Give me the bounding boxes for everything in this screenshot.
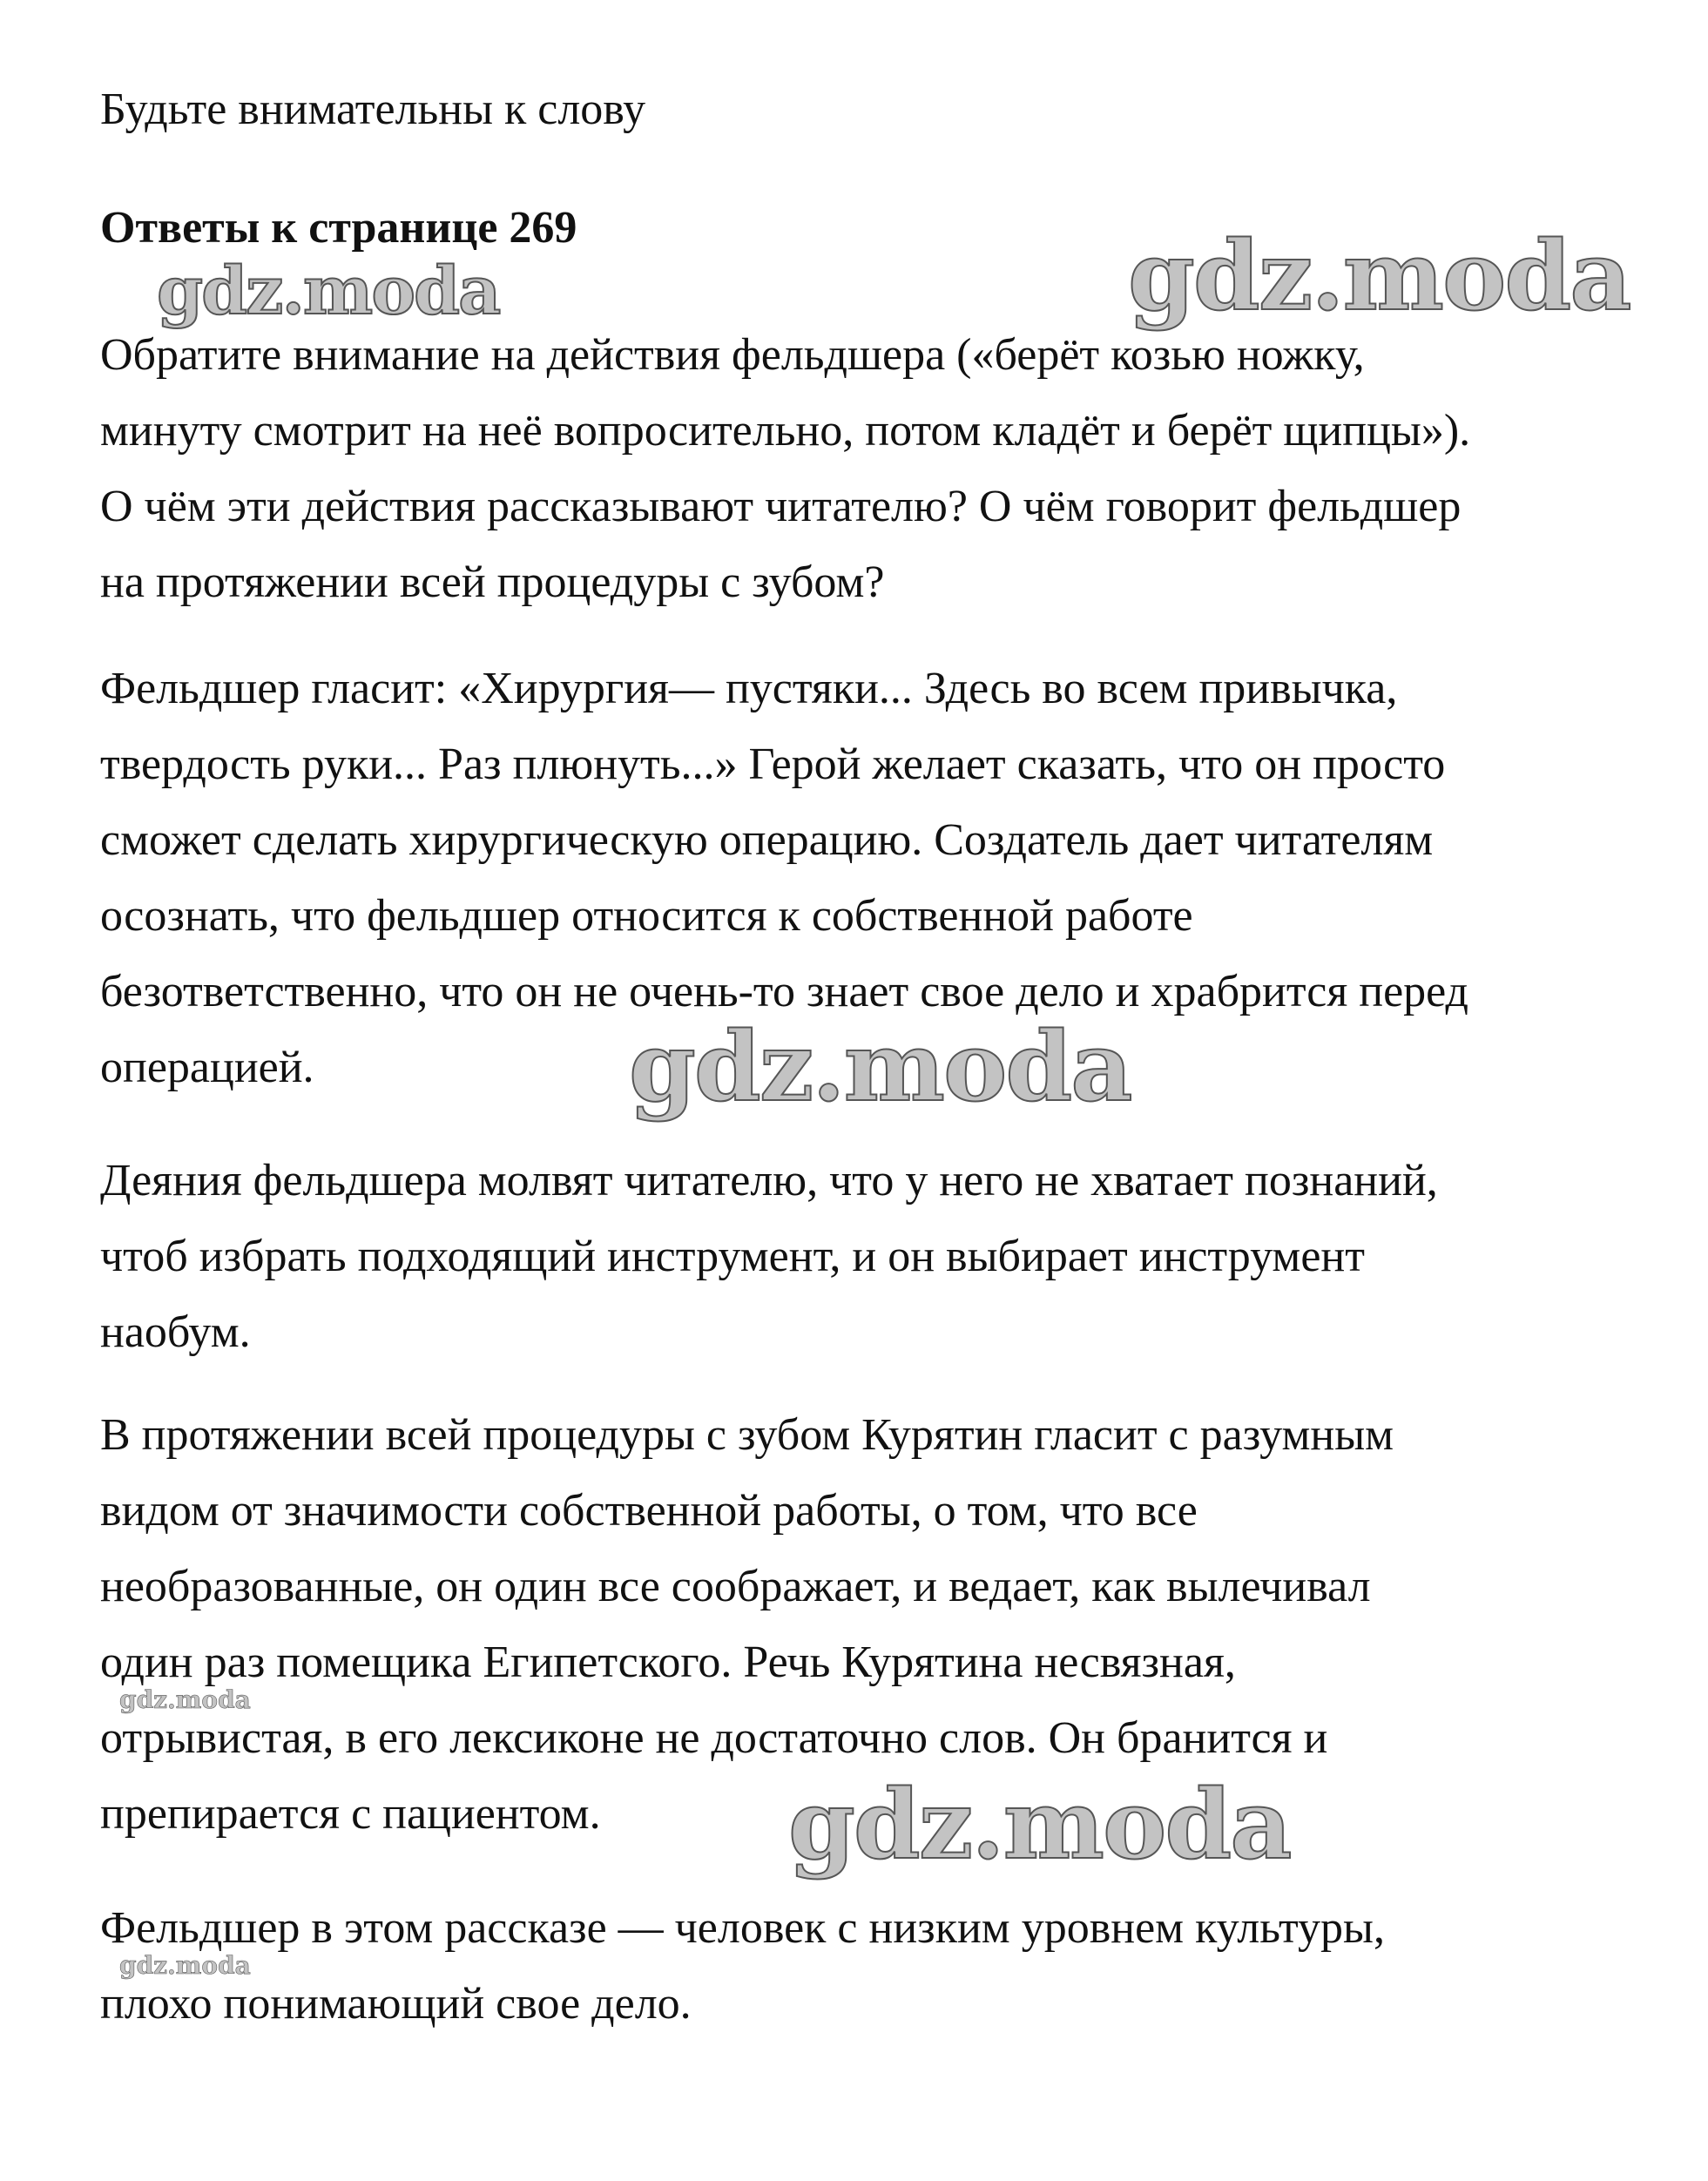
text-line: твердость руки... Раз плюнуть...» Герой желает сказать, что он просто [100,739,1446,789]
text-line: О чём эти действия рассказывают читателю? О чём говорит фельдшер [100,482,1462,531]
text-line: отрывистая, в его лексиконе не достаточно слов. Он бранится и [100,1713,1328,1763]
watermark-logo: gdz.moda [157,252,500,329]
text-line: сможет сделать хирургическую операцию. Создатель дает читателям [100,815,1434,865]
text-line: операцией. [100,1043,314,1092]
text-line: безответственно, что он не очень-то знает свое дело и храбрится перед [100,967,1468,1016]
text-line: осознать, что фельдшер относится к собственной работе [100,891,1193,941]
text-line: В протяжении всей процедуры с зубом Курятин гласит с разумным [100,1410,1394,1460]
text-line: видом от значимости собственной работы, о том, что все [100,1486,1198,1536]
text-line: Деяния фельдшера молвят читателю, что у него не хватает познаний, [100,1156,1438,1205]
answers-heading: Ответы к странице 269 [100,203,577,253]
text-line: Фельдшер в этом рассказе — человек с низким уровнем культуры, [100,1903,1385,1953]
text-line: необразованные, он один все соображает, и ведает, как вылечивал [100,1562,1371,1611]
watermark-logo: gdz.moda [119,1951,251,1980]
watermark-logo: gdz.moda [629,1010,1131,1123]
text-line: Обратите внимание на действия фельдшера («берёт козью ножку, [100,330,1365,380]
text-line: плохо понимающий свое дело. [100,1979,692,2029]
watermark-logo: gdz.moda [1128,219,1630,332]
text-line: препирается с пациентом. [100,1789,601,1839]
text-line: наобум. [100,1307,251,1357]
watermark-logo: gdz.moda [788,1768,1291,1881]
watermark-logo: gdz.moda [119,1685,251,1714]
text-line: один раз помещика Египетского. Речь Курятина несвязная, [100,1637,1236,1687]
text-line: чтоб избрать подходящий инструмент, и он выбирает инструмент [100,1232,1365,1281]
text-line: на протяжении всей процедуры с зубом? [100,557,885,607]
text-line: Фельдшер гласит: «Хирургия— пустяки... Здесь во всем привычка, [100,664,1398,713]
text-line: минуту смотрит на неё вопросительно, потом кладёт и берёт щипцы»). [100,406,1471,456]
page-title: Будьте внимательны к слову [100,84,646,134]
